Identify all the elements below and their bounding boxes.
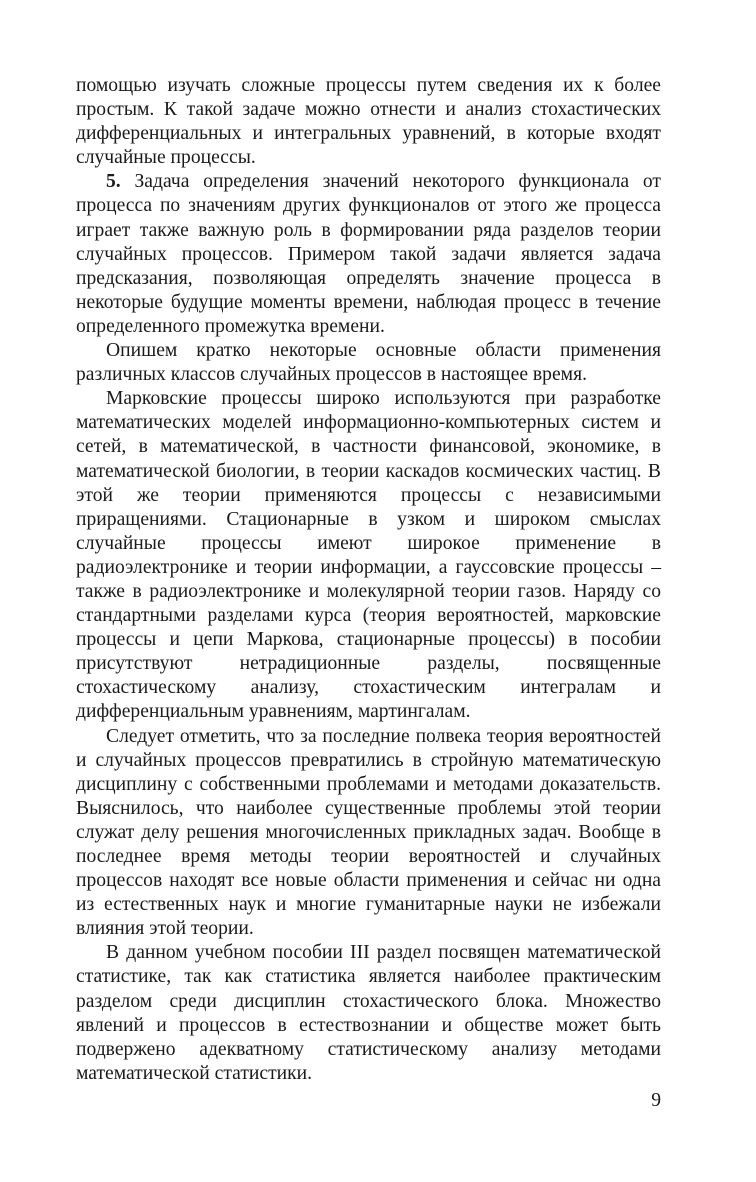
paragraph-4-text: Марковские процессы широко используются при разработке математических моделей информационно-компьютерных систем и сетей, в математической, в частности финансовой, экономике, в математической биологии, в теории каскадов космических частиц. В этой же теории применяются процессы с независимыми приращениями. Стационарные в узком и широком смыслах случайные процессы имеют широкое применение в радиоэлектронике и теории информации, а гауссовские процессы – также в радиоэлектронике и молекулярной теории газов. Наряду со стандартными разделами курса (теория вероятностей, марковские процессы и цепи Маркова, стационарные процессы) в пособии присутствуют нетрадиционные разделы, посвященные стохастическому анализу, стохастическим интегралам и дифференциальным уравнениям, мартингалам. <box>76 388 661 723</box>
paragraph-2-text: Задача определения значений некоторого функционала от процесса по значениям других функционалов от этого же процесса играет также важную роль в формировании ряда разделов теории случайных процессов. Примером такой задачи является задача предсказания, позволяющая определять значение процесса в некоторые будущие моменты времени, наблюдая процесс в течение определенного промежутка времени. <box>76 171 661 337</box>
paragraph-3-text: Опишем кратко некоторые основные области применения различных классов случайных процессов в настоящее время. <box>76 340 661 386</box>
paragraph-1-text: помощью изучать сложные процессы путем сведения их к более простым. К такой задаче можно отнести и анализ стохастических дифференциальных и интегральных уравнений, в которые входят случайные процессы. <box>76 75 661 169</box>
page-number: 9 <box>651 1090 661 1111</box>
paragraph-5-text: Следует отметить, что за последние полвека теория вероятностей и случайных процессов превратились в стройную математическую дисциплину с собственными проблемами и методами доказательств. Выяснилось, что наиболее существенные проблемы этой теории служат делу решения многочисленных прикладных задач. Вообще в последнее время методы теории вероятностей и случайных процессов находят все новые области применения и сейчас ни одна из естественных наук и многие гуманитарные науки не избежали влияния этой теории. <box>76 725 661 940</box>
item-number-5: 5. <box>106 171 121 193</box>
paragraph-2 <box>76 170 661 339</box>
paragraph-6-text: В данном учебном пособии III раздел посвящен математической статистике, так как статистика является наиболее практическим разделом среди дисциплин стохастического блока. Множество явлений и процессов в естествознании и обществе может быть подвержено адекватному статистическому анализу методами математической статистики. <box>76 942 661 1084</box>
paragraph-4 <box>76 387 661 724</box>
paragraph-5 <box>76 725 661 942</box>
paragraph-1 <box>76 74 661 170</box>
paragraph-3 <box>76 339 661 387</box>
paragraph-6 <box>76 941 661 1086</box>
page-body <box>76 74 661 1086</box>
